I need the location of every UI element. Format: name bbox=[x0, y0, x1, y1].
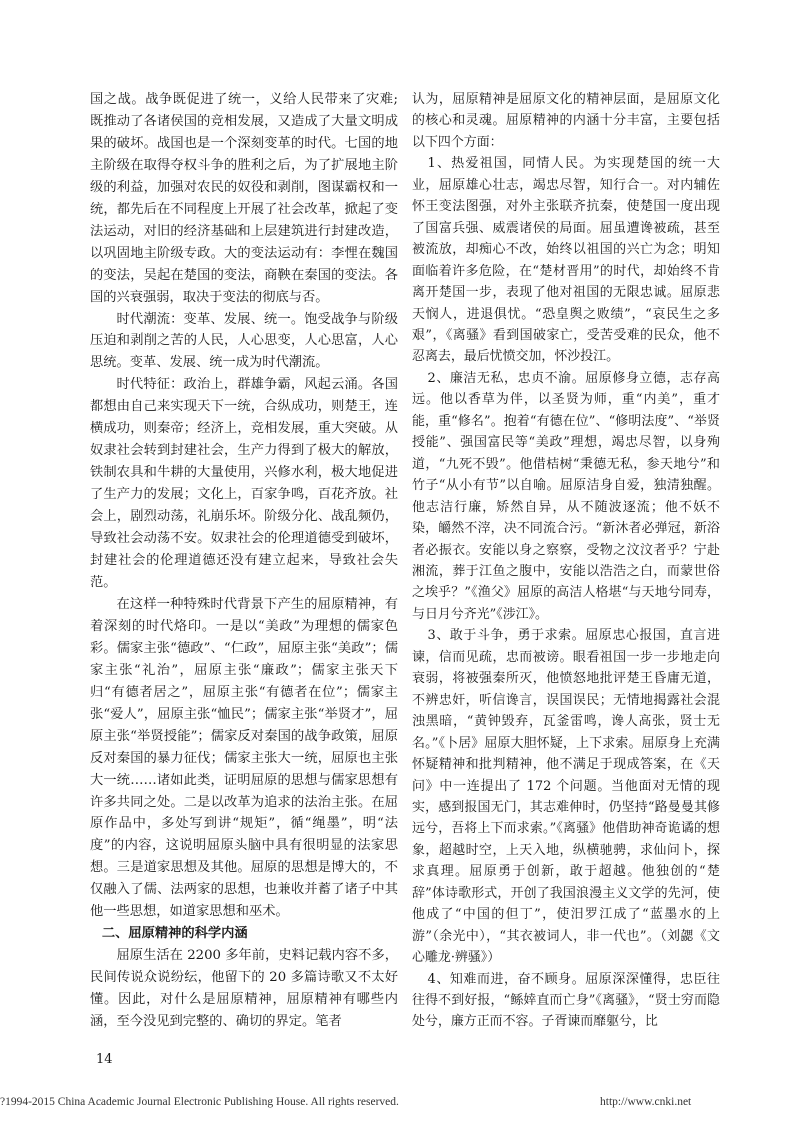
paragraph: 时代潮流：变革、发展、统一。饱受战争与阶级压迫和剥削之苦的人民，人心思变，人心思富，人心思统。变革、发展、统一成为时代潮流。 bbox=[90, 311, 398, 371]
left-column bbox=[90, 89, 398, 1033]
paragraph: 屈原生活在 2200 多年前，史料记载内容不多，民间传说众说纷纭，他留下的 20 多篇诗歌又不太好懂。因此，对什么是屈原精神，屈原精神有哪些内涵，至今没见到完整的、确切的界定。笔者 bbox=[90, 948, 398, 1030]
page-number: 14 bbox=[96, 1052, 113, 1067]
right-column bbox=[412, 89, 720, 1033]
paragraph: 国之战。战争既促进了统一，义给人民带来了灾难;既推动了各诸侯国的竞相发展，又造成了大量文明成果的破坏。战国也是一个深刻变革的时代。七国的地主阶级在取得夺权斗争的胜利之后，为了扩展地主阶级的利益，加强对农民的奴役和剥削，图谋霸权和一统，都先后在不同程度上开展了社会改革，掀起了变法运动，对旧的经济基础和上层建筑进行封建改造，以巩固地主阶级专政。大的变法运动有：李悝在魏国的变法，吴起在楚国的变法，商鞅在秦国的变法。各国的兴衰强弱，取决于变法的彻底与否。 bbox=[90, 92, 398, 305]
footer bbox=[0, 1095, 794, 1109]
paragraph: 2、廉洁无私，忠贞不渝。屈原修身立德，志存高远。他以香草为伴，以圣贤为师，重“内美”，重才能，重“修名”。抱着“有德在位”、“修明法度”、“举贤授能”、强国富民等“美政”理想，竭忠尽智，以身殉道，“九死不毁”。他借桔树“秉德无私，参天地兮”和竹子“从小有节”以自喻。屈原洁身自爱，独清独醒。他志洁行廉，矫然自异，从不随波逐流；他不妖不染，皭然不滓，决不同流合污。“新沐者必弹冠，新浴者必振衣。安能以身之察察，受物之汶汶者乎？宁赴湘流，葬于江鱼之腹中，安能以浩浩之白，而蒙世俗之埃乎？”《渔父》屈原的高洁人格堪“与天地兮同寿，与日月兮齐光”《涉江》。 bbox=[412, 370, 720, 622]
paragraph: 3、敢于斗争，勇于求索。屈原忠心报国，直言进谏，信而见疏，忠而被谤。眼看祖国一步一步地走向衰弱，将被强秦所灭，他愤怒地批评楚王昏庸无道，不辨忠奸，听信谗言，误国误民；无情地揭露社会混浊黑暗，“黄钟毁弃，瓦釜雷鸣，谗人高张，贤士无名。”《卜居》屈原大胆怀疑，上下求索。屈原身上充满怀疑精神和批判精神，他不满足于现成答案，在《天问》中一连提出了 172 个问题。当他面对无情的现实，感到报国无门，其志难伸时，仍坚持“路曼曼其修远兮，吾将上下而求索。”《离骚》他借助神奇诡谲的想象，超越时空，上天入地，纵横驰骋，求仙问卜，探求真理。屈原勇于创新，敢于超越。他独创的“楚辞”体诗歌形式，开创了我国浪漫主义文学的先河，使他成了“中国的但丁”，使汨罗江成了“蓝墨水的上游”（余光中），“其衣被词人，非一代也”。（刘勰《文心雕龙·辨骚》） bbox=[412, 628, 720, 966]
paragraph: 1、热爱祖国，同情人民。为实现楚国的统一大业，屈原雄心壮志，竭忠尽智，知行合一。对内辅佐怀王变法图强，对外主张联齐抗秦，使楚国一度出现了国富兵强、威震诸侯的局面。屈虽遭谗被疏，甚至被流放，却痴心不改，始终以祖国的兴亡为念；明知面临着许多危险，在“楚材晋用”的时代，却始终不肯离开楚国一步，表现了他对祖国的无限忠诚。屈原悲天悯人，进退俱忧。“恐皇舆之败绩”，“哀民生之多艰”，《离骚》看到国破家亡，受苦受难的民众，他不忍离去，最后忧愤交加，怀沙投江。 bbox=[412, 156, 720, 365]
paragraph: 认为，屈原精神是屈原文化的精神层面，是屈原文化的核心和灵魂。屈原精神的内涵十分丰富，主要包括以下四个方面： bbox=[412, 92, 720, 150]
paragraph: 在这样一种特殊时代背景下产生的屈原精神，有着深刻的时代烙印。一是以“美政”为理想的儒家色彩。儒家主张“德政”、“仁政”，屈原主张“美政”；儒家主张“礼治”，屈原主张“廉政”；儒家主张天下归“有德者居之”，屈原主张“有德者在位”；儒家主张“爱人”，屈原主张“恤民”；儒家主张“举贤才”，屈原主张“举贤授能”；儒家反对秦国的战争政策，屈原反对秦国的暴力征伐；儒家主张大一统，屈原也主张大一统……诸如此类，证明屈原的思想与儒家思想有许多共同之处。二是以改革为追求的法治主张。在屈原作品中，多处写到讲“规矩”，循“绳墨”，明“法度”的内容，这说明屈原头脑中具有很明显的法家思想。三是道家思想及其他。屈原的思想是博大的，不仅融入了儒、法两家的思想，也兼收并蓄了诸子中其他一些思想，如道家思想和巫术。 bbox=[90, 596, 398, 920]
section-heading: 二、屈原精神的科学内涵 bbox=[101, 926, 248, 942]
footer-link[interactable]: http://www.cnki.net bbox=[600, 1096, 692, 1108]
paragraph: 时代特征：政治上，群雄争霸，风起云涌。各国都想由自己来实现天下一统，合纵成功，则楚王，连横成功，则秦帝；经济上，竞相发展，重大突破。从奴隶社会转到封建社会，生产力得到了极大的解放，铁制农具和牛耕的大量使用，兴修水利，极大地促进了生产力的发展；文化上，百家争鸣，百花齐放。社会上，剧烈动荡，礼崩乐坏。阶级分化、战乱频仍，导致社会动荡不安。奴隶社会的伦理道德受到破坏，封建社会的伦理道德还没有建立起来，导致社会失范。 bbox=[90, 377, 398, 590]
copyright-notice: ?1994-2015 China Academic Journal Electronic Publishing House. All rights reserved. bbox=[0, 1096, 399, 1108]
paragraph: 4、知难而进，奋不顾身。屈原深深懂得，忠臣往往得不到好报，“鲧婞直而亡身”《离骚》，“贤士穷而隐处兮，廉方正而不容。子胥谏而靡躯兮，比 bbox=[412, 971, 720, 1030]
